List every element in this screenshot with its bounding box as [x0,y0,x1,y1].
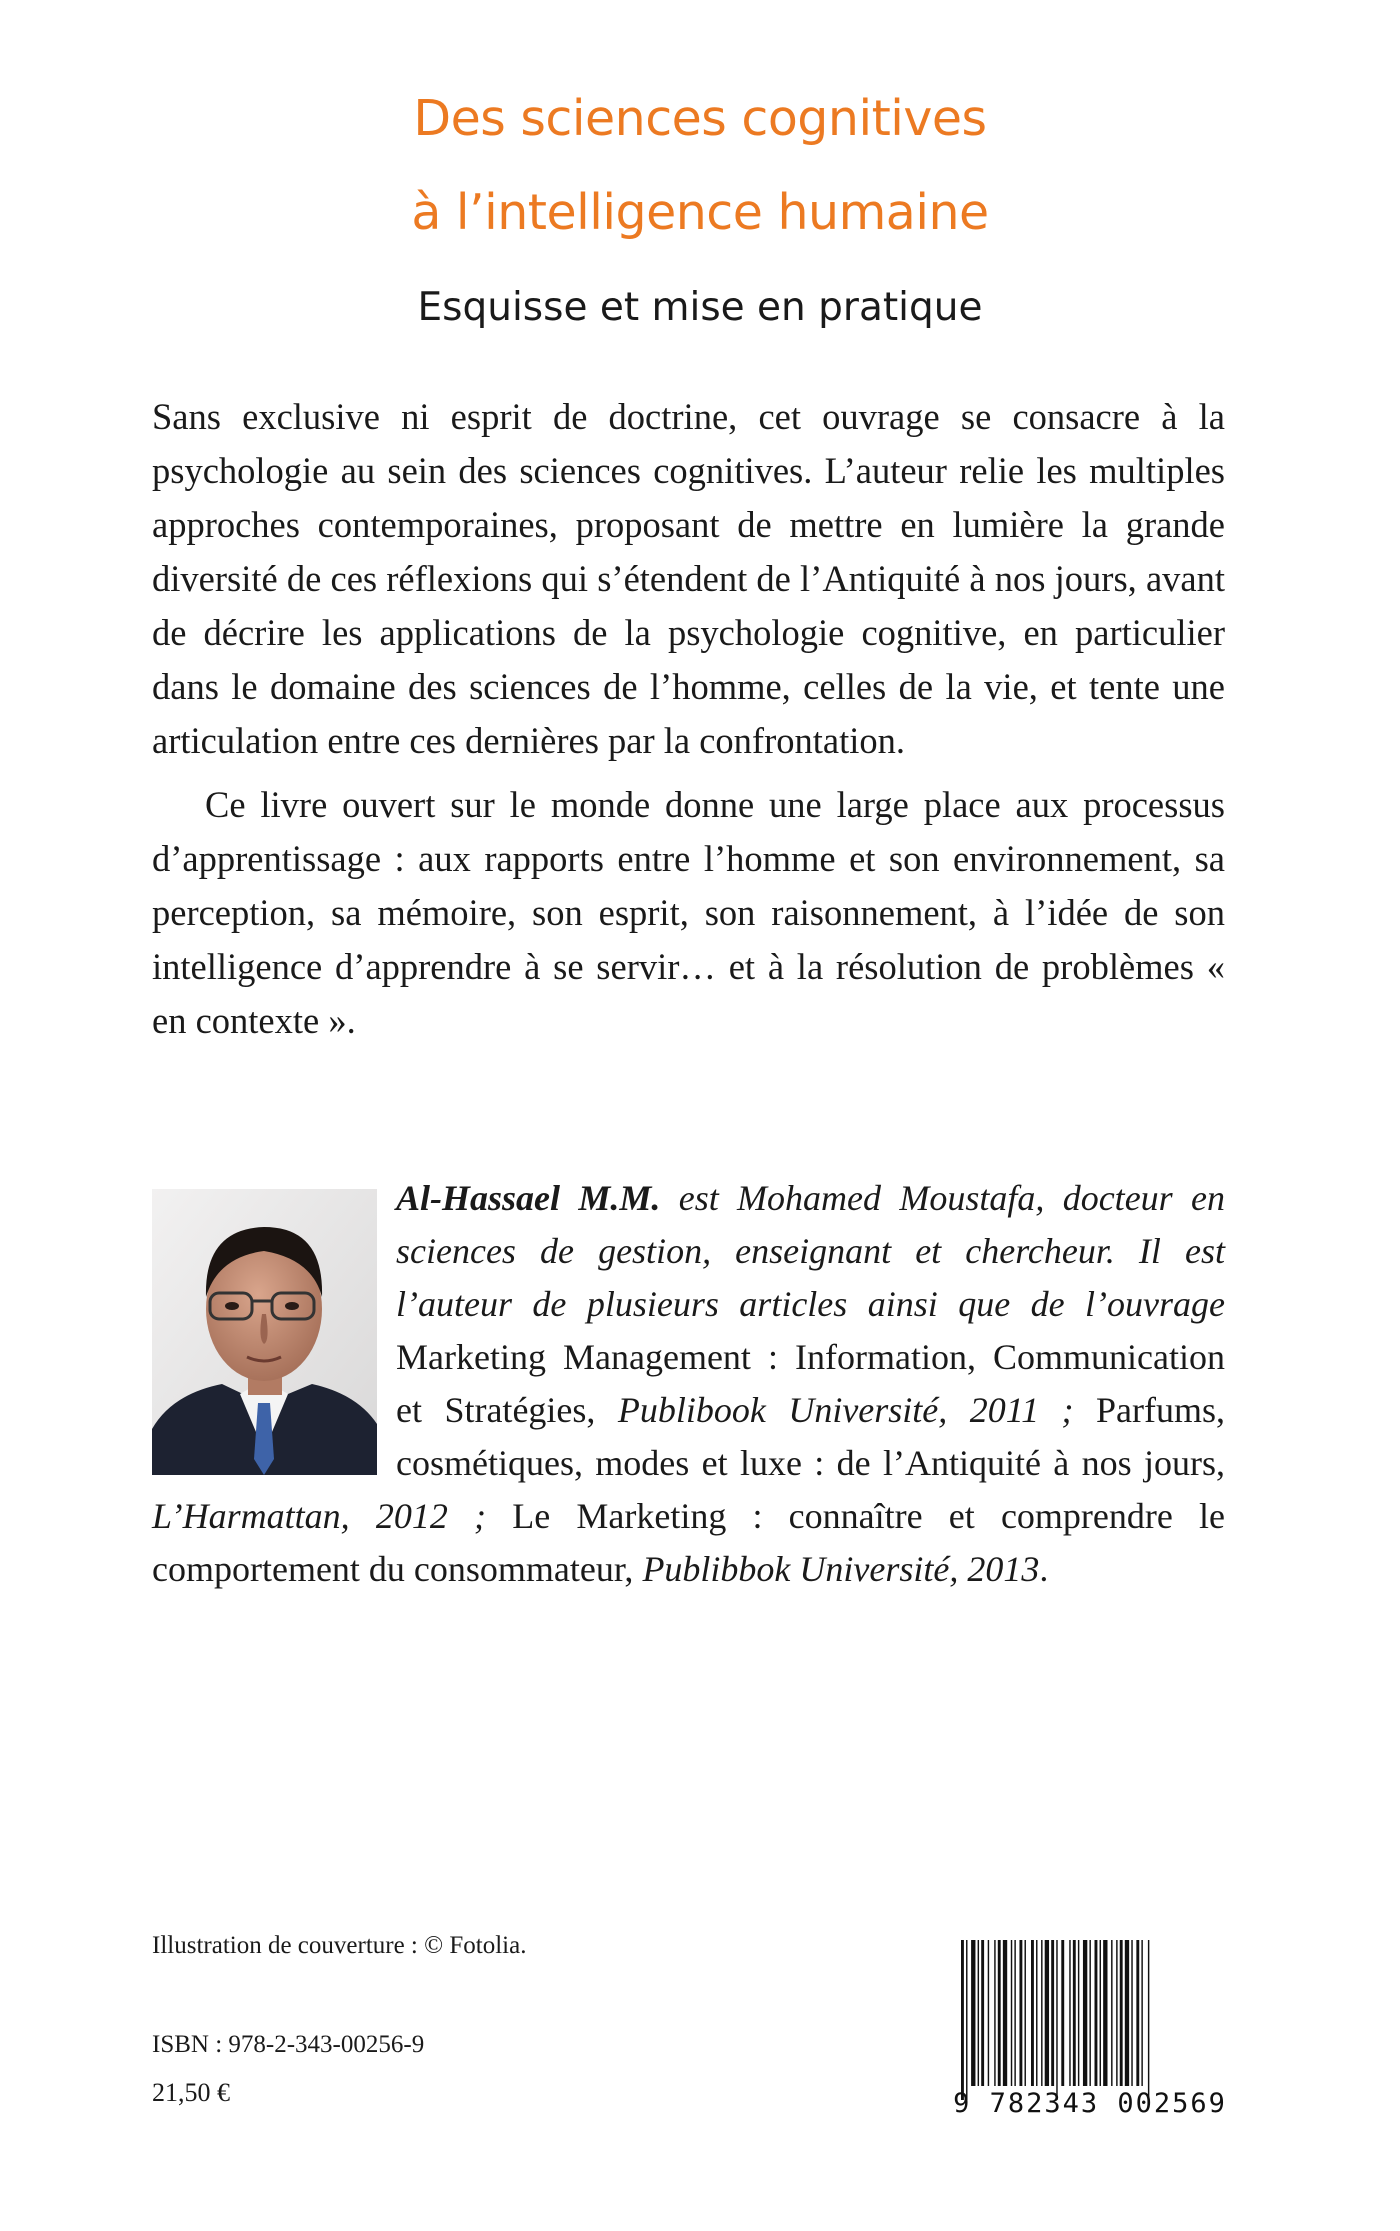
blurb-paragraph-2: Ce livre ouvert sur le monde donne une large place aux processus d’apprentissage : aux rapports entre l’homme et son environnement, sa perception, sa mémoire, son esprit, son raisonnement, à l’idée de son intelligence d’apprendre à se servir… et à la résolution de problèmes « en contexte ». [152,784,1225,1041]
barcode-bar [1069,1940,1070,2086]
book-title-line-2: à l’intelligence humaine [411,184,989,241]
book-subtitle: Esquisse et mise en pratique [417,285,983,330]
barcode-bar [988,1940,989,2086]
barcode-bar [1051,1940,1054,2086]
isbn: ISBN : 978-2-343-00256-9 [152,2031,425,2058]
book-title-line-1: Des sciences cognitives [413,90,987,147]
book-title-2: Parfums, cosmétiques, modes et luxe : de l’Antiquité à nos jours, [396,1390,1226,1483]
book-publisher-2: L’Harmattan, 2012 ; [152,1496,487,1536]
barcode-bar [1089,1940,1090,2086]
barcode-bar [1019,1940,1022,2086]
barcode-number: 9 782343 002569 [953,2088,1227,2119]
barcode-bar [1103,1940,1107,2086]
barcode-bar [1111,1940,1112,2086]
bio-text: est Mohamed Moustafa, docteur en sciences de gestion, enseignant et chercheur. Il est l’auteur de plusieurs articles ainsi que de l’ouvrage [396,1178,1225,1324]
author-portrait-image [152,1189,377,1475]
barcode-bar [961,1940,964,2100]
barcode-bar [1073,1940,1076,2086]
barcode-bar [1141,1940,1142,2086]
blurb [152,390,1225,1048]
barcode-bar [1003,1940,1007,2086]
barcode-bar [1125,1940,1129,2086]
book-publisher-3: Publibbok Université, 2013 [642,1549,1040,1589]
barcode-bar [978,1940,979,2086]
barcode-bar [1120,1940,1123,2086]
author-name: Al-Hassael M.M. [396,1178,661,1218]
barcode-bar [1116,1940,1117,2086]
barcode-bar [1045,1940,1049,2086]
barcode-bar [1100,1940,1101,2086]
barcode-bar [1031,1940,1034,2086]
price: 21,50 € [152,2078,230,2107]
barcode-bar [1041,1940,1042,2086]
barcode-bar [1083,1940,1087,2086]
barcode-bar [1061,1940,1064,2086]
barcode-bar [1131,1940,1132,2086]
barcode-bar [971,1940,975,2086]
barcode-bar [981,1940,984,2086]
book-publisher-1: Publibook Université, 2011 ; [617,1390,1074,1430]
barcode-bar [1014,1940,1015,2086]
barcode-bar [1011,1940,1012,2086]
barcode-bar [1095,1940,1098,2086]
barcode-bar [998,1940,1001,2086]
barcode-bar [994,1940,995,2086]
book-title-3: Le Marketing : connaître et comprendre le comportement du consommateur, [152,1496,1226,1589]
barcode-bar [966,1940,967,2100]
book-title-1: Marketing Management : Information, Communication et Stratégies, [396,1337,1225,1430]
barcode-bar [1078,1940,1079,2086]
barcode-bar [1148,1940,1149,2100]
barcode-bar [1036,1940,1037,2086]
bio-end: . [1039,1549,1049,1589]
author-photo [152,1189,377,1475]
barcode-bar [1025,1940,1026,2086]
blurb-paragraph-1: Sans exclusive ni esprit de doctrine, cet ouvrage se consacre à la psychologie au sein des sciences cognitives. L’auteur relie les multiples approches contemporaines, proposant de mettre en lumière la grande diversité de ces réflexions qui s’étendent de l’Antiquité à nos jours, avant de décrire les applications de la psychologie cognitive, en particulier dans le domaine des sciences de l’homme, celles de la vie, et tente une articulation entre ces dernières par la confrontation. [152,396,1225,761]
cover-credit: Illustration de couverture : © Fotolia. [152,1932,527,1959]
barcode-bar [1056,1940,1057,2100]
barcode-bar [1136,1940,1139,2086]
